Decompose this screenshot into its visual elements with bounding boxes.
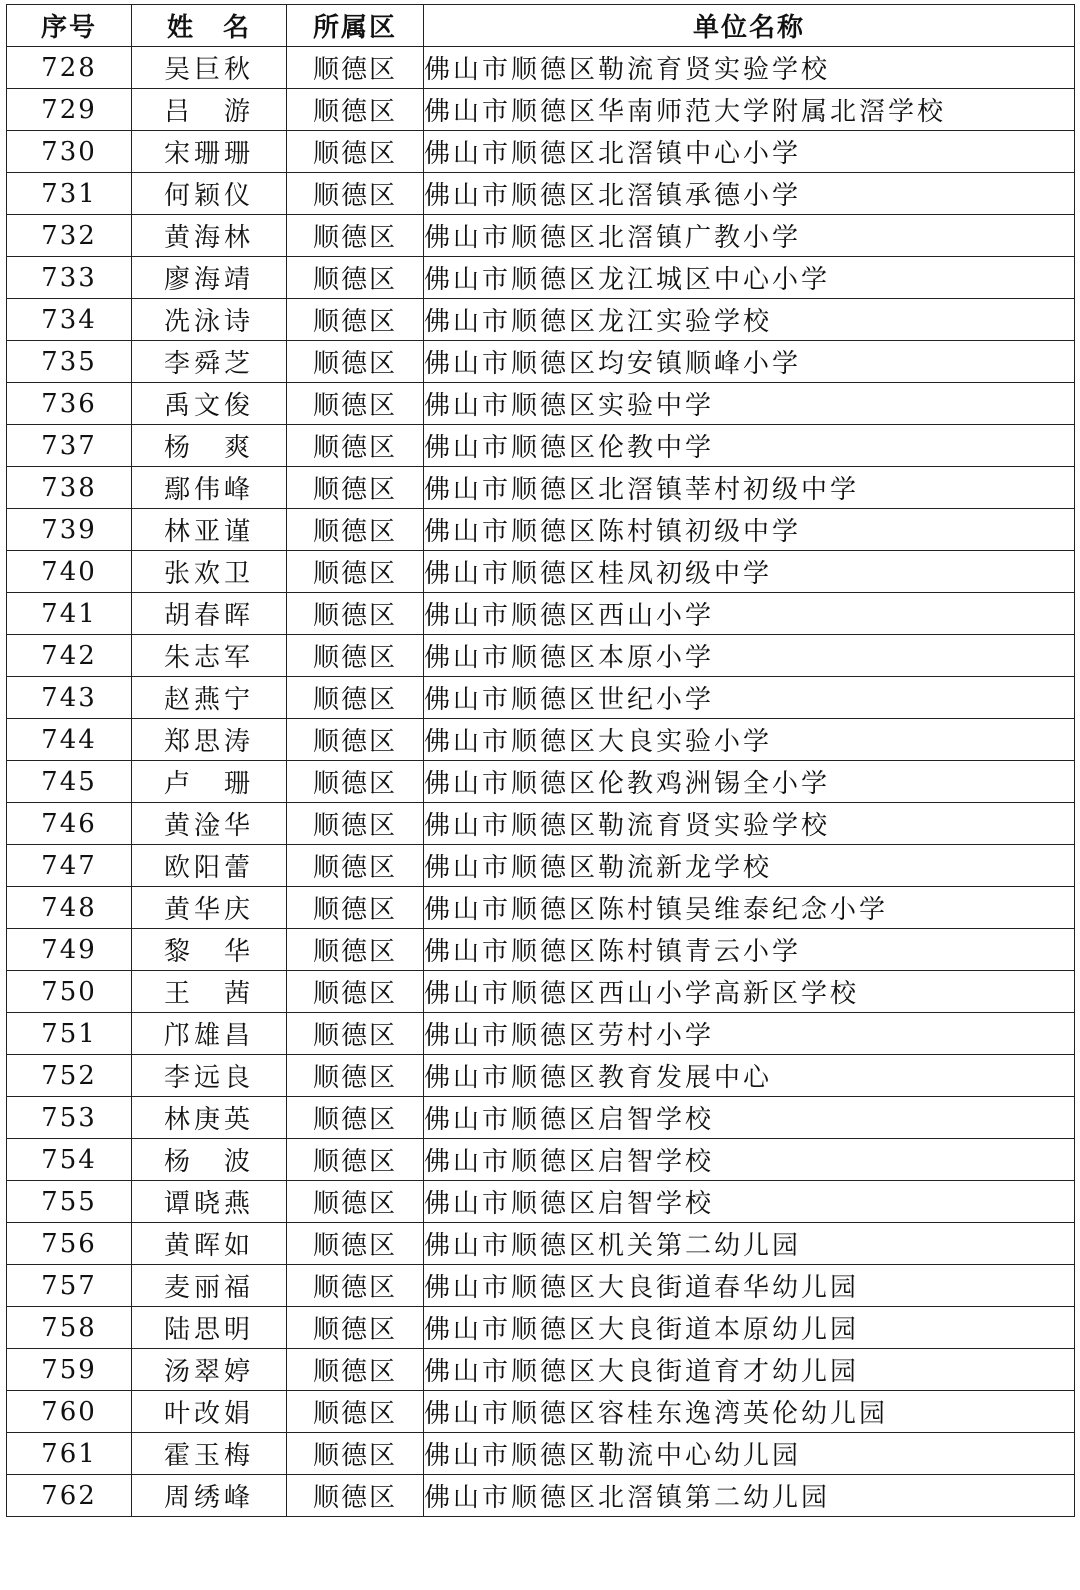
cell-district: 顺德区 — [287, 635, 424, 677]
cell-district: 顺德区 — [287, 173, 424, 215]
cell-unit: 佛山市顺德区北滘镇第二幼儿园 — [424, 1475, 1075, 1517]
cell-seq: 754 — [7, 1139, 132, 1181]
cell-district: 顺德区 — [287, 341, 424, 383]
table-row — [7, 1349, 1075, 1391]
cell-unit: 佛山市顺德区桂凤初级中学 — [424, 551, 1075, 593]
table-row — [7, 467, 1075, 509]
cell-seq: 740 — [7, 551, 132, 593]
cell-unit: 佛山市顺德区西山小学 — [424, 593, 1075, 635]
cell-seq: 730 — [7, 131, 132, 173]
roster-table — [6, 4, 1075, 1517]
cell-district: 顺德区 — [287, 1181, 424, 1223]
cell-seq: 760 — [7, 1391, 132, 1433]
table-row — [7, 1265, 1075, 1307]
cell-unit: 佛山市顺德区勒流育贤实验学校 — [424, 803, 1075, 845]
cell-unit: 佛山市顺德区龙江实验学校 — [424, 299, 1075, 341]
cell-unit: 佛山市顺德区容桂东逸湾英伦幼儿园 — [424, 1391, 1075, 1433]
header-name: 姓 名 — [132, 5, 287, 47]
cell-unit: 佛山市顺德区勒流中心幼儿园 — [424, 1433, 1075, 1475]
cell-district: 顺德区 — [287, 1055, 424, 1097]
cell-district: 顺德区 — [287, 1475, 424, 1517]
cell-unit: 佛山市顺德区机关第二幼儿园 — [424, 1223, 1075, 1265]
cell-name: 张欢卫 — [132, 551, 287, 593]
table-row — [7, 761, 1075, 803]
document-page — [6, 4, 1074, 1517]
cell-name: 黄海林 — [132, 215, 287, 257]
cell-seq: 731 — [7, 173, 132, 215]
cell-name: 黄淦华 — [132, 803, 287, 845]
cell-district: 顺德区 — [287, 971, 424, 1013]
cell-unit: 佛山市顺德区劳村小学 — [424, 1013, 1075, 1055]
cell-name: 杨 爽 — [132, 425, 287, 467]
cell-seq: 759 — [7, 1349, 132, 1391]
cell-district: 顺德区 — [287, 215, 424, 257]
cell-district: 顺德区 — [287, 845, 424, 887]
cell-district: 顺德区 — [287, 1097, 424, 1139]
cell-seq: 734 — [7, 299, 132, 341]
table-row — [7, 1391, 1075, 1433]
cell-unit: 佛山市顺德区勒流育贤实验学校 — [424, 47, 1075, 89]
cell-name: 廖海靖 — [132, 257, 287, 299]
cell-unit: 佛山市顺德区启智学校 — [424, 1139, 1075, 1181]
cell-seq: 737 — [7, 425, 132, 467]
table-row — [7, 677, 1075, 719]
cell-unit: 佛山市顺德区北滘镇承德小学 — [424, 173, 1075, 215]
cell-seq: 729 — [7, 89, 132, 131]
cell-district: 顺德区 — [287, 1223, 424, 1265]
cell-seq: 735 — [7, 341, 132, 383]
cell-name: 冼泳诗 — [132, 299, 287, 341]
table-row — [7, 593, 1075, 635]
cell-district: 顺德区 — [287, 1391, 424, 1433]
cell-name: 林亚谨 — [132, 509, 287, 551]
cell-name: 吕 游 — [132, 89, 287, 131]
cell-unit: 佛山市顺德区大良街道本原幼儿园 — [424, 1307, 1075, 1349]
cell-seq: 751 — [7, 1013, 132, 1055]
cell-name: 胡春晖 — [132, 593, 287, 635]
cell-name: 黄华庆 — [132, 887, 287, 929]
cell-name: 叶改娟 — [132, 1391, 287, 1433]
cell-name: 吴巨秋 — [132, 47, 287, 89]
table-row — [7, 1181, 1075, 1223]
table-row — [7, 803, 1075, 845]
table-row — [7, 929, 1075, 971]
cell-unit: 佛山市顺德区勒流新龙学校 — [424, 845, 1075, 887]
cell-unit: 佛山市顺德区伦教中学 — [424, 425, 1075, 467]
cell-name: 邝雄昌 — [132, 1013, 287, 1055]
cell-seq: 743 — [7, 677, 132, 719]
table-row — [7, 89, 1075, 131]
cell-district: 顺德区 — [287, 887, 424, 929]
table-row — [7, 971, 1075, 1013]
cell-unit: 佛山市顺德区北滘镇莘村初级中学 — [424, 467, 1075, 509]
cell-district: 顺德区 — [287, 131, 424, 173]
cell-name: 郑思涛 — [132, 719, 287, 761]
cell-unit: 佛山市顺德区伦教鸡洲锡全小学 — [424, 761, 1075, 803]
cell-seq: 745 — [7, 761, 132, 803]
cell-name: 林庚英 — [132, 1097, 287, 1139]
cell-district: 顺德区 — [287, 1349, 424, 1391]
cell-district: 顺德区 — [287, 929, 424, 971]
cell-seq: 732 — [7, 215, 132, 257]
header-seq: 序号 — [7, 5, 132, 47]
header-unit: 单位名称 — [424, 5, 1075, 47]
cell-district: 顺德区 — [287, 761, 424, 803]
cell-name: 陆思明 — [132, 1307, 287, 1349]
table-row — [7, 509, 1075, 551]
table-row — [7, 845, 1075, 887]
cell-unit: 佛山市顺德区陈村镇吴维泰纪念小学 — [424, 887, 1075, 929]
cell-seq: 747 — [7, 845, 132, 887]
cell-district: 顺德区 — [287, 719, 424, 761]
header-district: 所属区 — [287, 5, 424, 47]
cell-unit: 佛山市顺德区西山小学高新区学校 — [424, 971, 1075, 1013]
cell-unit: 佛山市顺德区陈村镇初级中学 — [424, 509, 1075, 551]
table-row — [7, 383, 1075, 425]
table-row — [7, 257, 1075, 299]
cell-unit: 佛山市顺德区大良实验小学 — [424, 719, 1075, 761]
cell-name: 鄢伟峰 — [132, 467, 287, 509]
table-row — [7, 299, 1075, 341]
table-row — [7, 635, 1075, 677]
cell-unit: 佛山市顺德区启智学校 — [424, 1097, 1075, 1139]
cell-district: 顺德区 — [287, 803, 424, 845]
cell-name: 黄晖如 — [132, 1223, 287, 1265]
cell-name: 谭晓燕 — [132, 1181, 287, 1223]
cell-seq: 757 — [7, 1265, 132, 1307]
cell-seq: 742 — [7, 635, 132, 677]
cell-name: 黎 华 — [132, 929, 287, 971]
cell-unit: 佛山市顺德区大良街道春华幼儿园 — [424, 1265, 1075, 1307]
cell-seq: 749 — [7, 929, 132, 971]
cell-name: 霍玉梅 — [132, 1433, 287, 1475]
cell-name: 汤翠婷 — [132, 1349, 287, 1391]
cell-unit: 佛山市顺德区北滘镇中心小学 — [424, 131, 1075, 173]
cell-seq: 762 — [7, 1475, 132, 1517]
cell-name: 何颖仪 — [132, 173, 287, 215]
table-header — [7, 5, 1075, 47]
cell-name: 李舜芝 — [132, 341, 287, 383]
cell-seq: 748 — [7, 887, 132, 929]
table-row — [7, 887, 1075, 929]
cell-unit: 佛山市顺德区启智学校 — [424, 1181, 1075, 1223]
cell-name: 杨 波 — [132, 1139, 287, 1181]
table-body — [7, 47, 1075, 1517]
cell-seq: 736 — [7, 383, 132, 425]
cell-unit: 佛山市顺德区龙江城区中心小学 — [424, 257, 1075, 299]
cell-district: 顺德区 — [287, 1013, 424, 1055]
cell-seq: 756 — [7, 1223, 132, 1265]
cell-district: 顺德区 — [287, 1307, 424, 1349]
cell-district: 顺德区 — [287, 383, 424, 425]
cell-district: 顺德区 — [287, 1265, 424, 1307]
cell-district: 顺德区 — [287, 467, 424, 509]
cell-seq: 738 — [7, 467, 132, 509]
cell-unit: 佛山市顺德区教育发展中心 — [424, 1055, 1075, 1097]
cell-unit: 佛山市顺德区陈村镇青云小学 — [424, 929, 1075, 971]
table-row — [7, 1433, 1075, 1475]
table-row — [7, 1475, 1075, 1517]
table-row — [7, 1013, 1075, 1055]
cell-unit: 佛山市顺德区世纪小学 — [424, 677, 1075, 719]
table-row — [7, 1055, 1075, 1097]
cell-seq: 746 — [7, 803, 132, 845]
cell-name: 周绣峰 — [132, 1475, 287, 1517]
cell-name: 欧阳蕾 — [132, 845, 287, 887]
cell-seq: 758 — [7, 1307, 132, 1349]
cell-name: 赵燕宁 — [132, 677, 287, 719]
cell-district: 顺德区 — [287, 551, 424, 593]
table-row — [7, 1139, 1075, 1181]
cell-seq: 750 — [7, 971, 132, 1013]
header-row — [7, 5, 1075, 47]
cell-seq: 739 — [7, 509, 132, 551]
cell-district: 顺德区 — [287, 299, 424, 341]
cell-seq: 761 — [7, 1433, 132, 1475]
cell-name: 朱志军 — [132, 635, 287, 677]
cell-district: 顺德区 — [287, 89, 424, 131]
table-row — [7, 215, 1075, 257]
table-row — [7, 131, 1075, 173]
table-row — [7, 1223, 1075, 1265]
cell-seq: 755 — [7, 1181, 132, 1223]
cell-district: 顺德区 — [287, 1433, 424, 1475]
table-row — [7, 341, 1075, 383]
cell-name: 麦丽福 — [132, 1265, 287, 1307]
cell-seq: 733 — [7, 257, 132, 299]
cell-name: 宋珊珊 — [132, 131, 287, 173]
cell-seq: 728 — [7, 47, 132, 89]
table-row — [7, 425, 1075, 467]
cell-seq: 752 — [7, 1055, 132, 1097]
cell-seq: 741 — [7, 593, 132, 635]
cell-unit: 佛山市顺德区实验中学 — [424, 383, 1075, 425]
cell-seq: 753 — [7, 1097, 132, 1139]
cell-district: 顺德区 — [287, 425, 424, 467]
table-row — [7, 1097, 1075, 1139]
cell-district: 顺德区 — [287, 257, 424, 299]
cell-district: 顺德区 — [287, 677, 424, 719]
cell-unit: 佛山市顺德区本原小学 — [424, 635, 1075, 677]
cell-name: 卢 珊 — [132, 761, 287, 803]
cell-name: 王 茜 — [132, 971, 287, 1013]
cell-unit: 佛山市顺德区大良街道育才幼儿园 — [424, 1349, 1075, 1391]
cell-name: 李远良 — [132, 1055, 287, 1097]
table-row — [7, 551, 1075, 593]
cell-unit: 佛山市顺德区均安镇顺峰小学 — [424, 341, 1075, 383]
cell-name: 禹文俊 — [132, 383, 287, 425]
table-row — [7, 1307, 1075, 1349]
cell-district: 顺德区 — [287, 1139, 424, 1181]
table-row — [7, 47, 1075, 89]
table-row — [7, 719, 1075, 761]
cell-unit: 佛山市顺德区华南师范大学附属北滘学校 — [424, 89, 1075, 131]
cell-unit: 佛山市顺德区北滘镇广教小学 — [424, 215, 1075, 257]
cell-seq: 744 — [7, 719, 132, 761]
cell-district: 顺德区 — [287, 509, 424, 551]
table-row — [7, 173, 1075, 215]
cell-district: 顺德区 — [287, 47, 424, 89]
cell-district: 顺德区 — [287, 593, 424, 635]
